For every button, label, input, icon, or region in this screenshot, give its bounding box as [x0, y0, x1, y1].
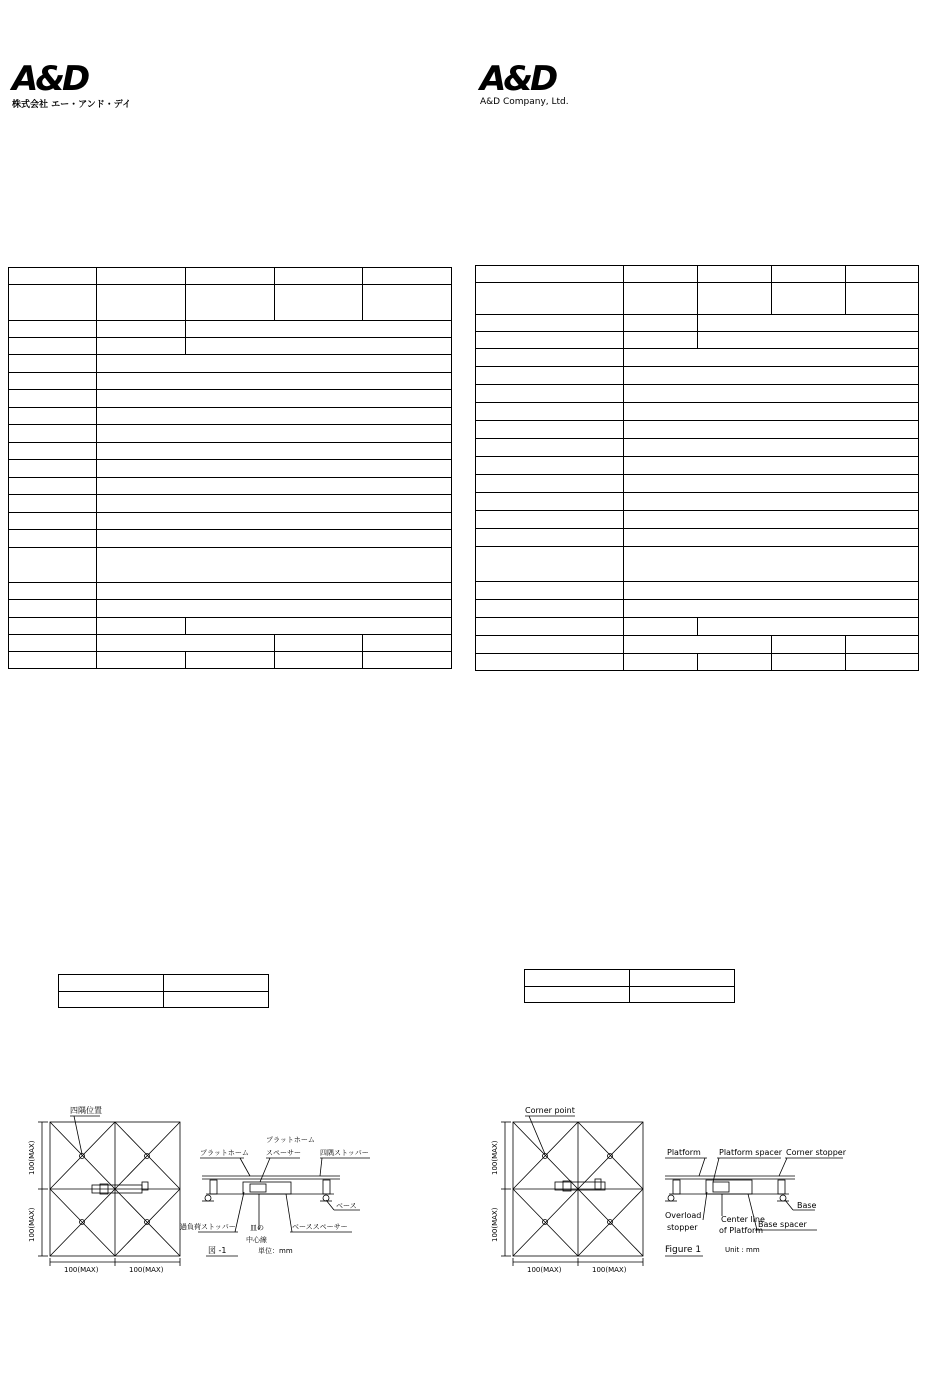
table-row: [476, 654, 919, 671]
table-row: [9, 600, 452, 618]
dim-vertical-bottom: 100(MAX): [28, 1207, 36, 1242]
base-spacer-label: Base spacer: [758, 1220, 807, 1229]
logo-company-name: 株式会社 エー・アンド・デイ: [12, 100, 132, 110]
dim-horizontal-left: 100(MAX): [64, 1266, 99, 1274]
center-line-label-1: 皿の: [250, 1224, 264, 1232]
center-line-label-2: 中心線: [246, 1236, 267, 1244]
overload-stopper-label-2: stopper: [667, 1223, 698, 1232]
table-row: [476, 600, 919, 618]
table-row: [9, 495, 452, 513]
right-spec-table: [475, 265, 919, 671]
table-row: [476, 439, 919, 457]
table-row: [9, 373, 452, 390]
table-row: [9, 583, 452, 600]
unit-label: Unit : mm: [725, 1246, 760, 1254]
logo-company-name: A&D Company, Ltd.: [480, 97, 569, 107]
right-small-table: [524, 969, 735, 1003]
table-row: [476, 421, 919, 439]
figure-caption: 図 -1: [208, 1246, 227, 1255]
table-row: [9, 652, 452, 669]
table-row: [476, 475, 919, 493]
table-row: [476, 332, 919, 349]
table-row: [9, 443, 452, 460]
table-row: [476, 315, 919, 332]
table-row: [476, 618, 919, 636]
dim-horizontal-right: 100(MAX): [129, 1266, 164, 1274]
table-row: [59, 992, 269, 1008]
table-row: [476, 367, 919, 385]
table-row: [476, 457, 919, 475]
right-logo: [480, 59, 569, 107]
table-row: [9, 390, 452, 408]
logo-mark: A&D: [480, 59, 556, 99]
platform-spacer-label-2: スペーサー: [266, 1149, 301, 1157]
dim-vertical-top: 100(MAX): [28, 1140, 36, 1175]
corner-point-label: 四隅位置: [70, 1106, 102, 1115]
table-row: [476, 582, 919, 600]
table-row: [476, 403, 919, 421]
table-row: [9, 408, 452, 425]
corner-stopper-label: Corner stopper: [786, 1148, 847, 1157]
table-row: [9, 530, 452, 548]
figure-caption: Figure 1: [665, 1245, 702, 1255]
table-row: [525, 987, 735, 1003]
platform-label: プラットホーム: [200, 1149, 249, 1157]
table-row: [9, 321, 452, 338]
center-line-label-1: Center line: [721, 1215, 765, 1224]
table-row: [9, 425, 452, 443]
table-row: [9, 478, 452, 495]
table-row: [476, 511, 919, 529]
table-row: [476, 547, 919, 582]
base-spacer-label: ベーススペーサー: [292, 1223, 348, 1231]
table-row: [9, 268, 452, 285]
table-row: [9, 285, 452, 321]
corner-stopper-label: 四隅ストッパー: [320, 1149, 369, 1157]
base-label: ベース: [336, 1202, 357, 1210]
table-row: [9, 635, 452, 652]
left-small-table: [58, 974, 269, 1008]
table-row: [525, 970, 735, 987]
dim-horizontal-left: 100(MAX): [527, 1266, 562, 1274]
table-row: [9, 513, 452, 530]
table-row: [476, 529, 919, 547]
dim-horizontal-right: 100(MAX): [592, 1266, 627, 1274]
platform-spacer-label-1: プラットホーム: [266, 1136, 315, 1144]
overload-stopper-label: 過負荷ストッパー: [180, 1223, 236, 1231]
table-row: [9, 548, 452, 583]
dim-vertical-bottom: 100(MAX): [491, 1207, 499, 1242]
center-line-label-2: of Platform: [719, 1226, 763, 1235]
table-row: [9, 460, 452, 478]
platform-label: Platform: [667, 1148, 701, 1157]
base-label: Base: [797, 1201, 817, 1210]
corner-point-label: Corner point: [525, 1106, 575, 1115]
platform-spacer-label: Platform spacer: [719, 1148, 783, 1157]
left-logo: [12, 59, 132, 110]
table-row: [59, 975, 269, 992]
left-figure-1: [28, 1100, 380, 1274]
dim-vertical-top: 100(MAX): [491, 1140, 499, 1175]
table-row: [9, 355, 452, 373]
logo-mark: A&D: [12, 59, 88, 99]
left-spec-table: [8, 267, 452, 669]
table-row: [476, 349, 919, 367]
right-figure-1: [491, 1100, 853, 1274]
overload-stopper-label-1: Overload: [665, 1211, 702, 1220]
table-row: [9, 338, 452, 355]
table-row: [476, 493, 919, 511]
table-row: [476, 636, 919, 654]
unit-label: 単位：mm: [258, 1247, 293, 1255]
table-row: [476, 283, 919, 315]
table-row: [476, 266, 919, 283]
table-row: [476, 385, 919, 403]
table-row: [9, 618, 452, 635]
